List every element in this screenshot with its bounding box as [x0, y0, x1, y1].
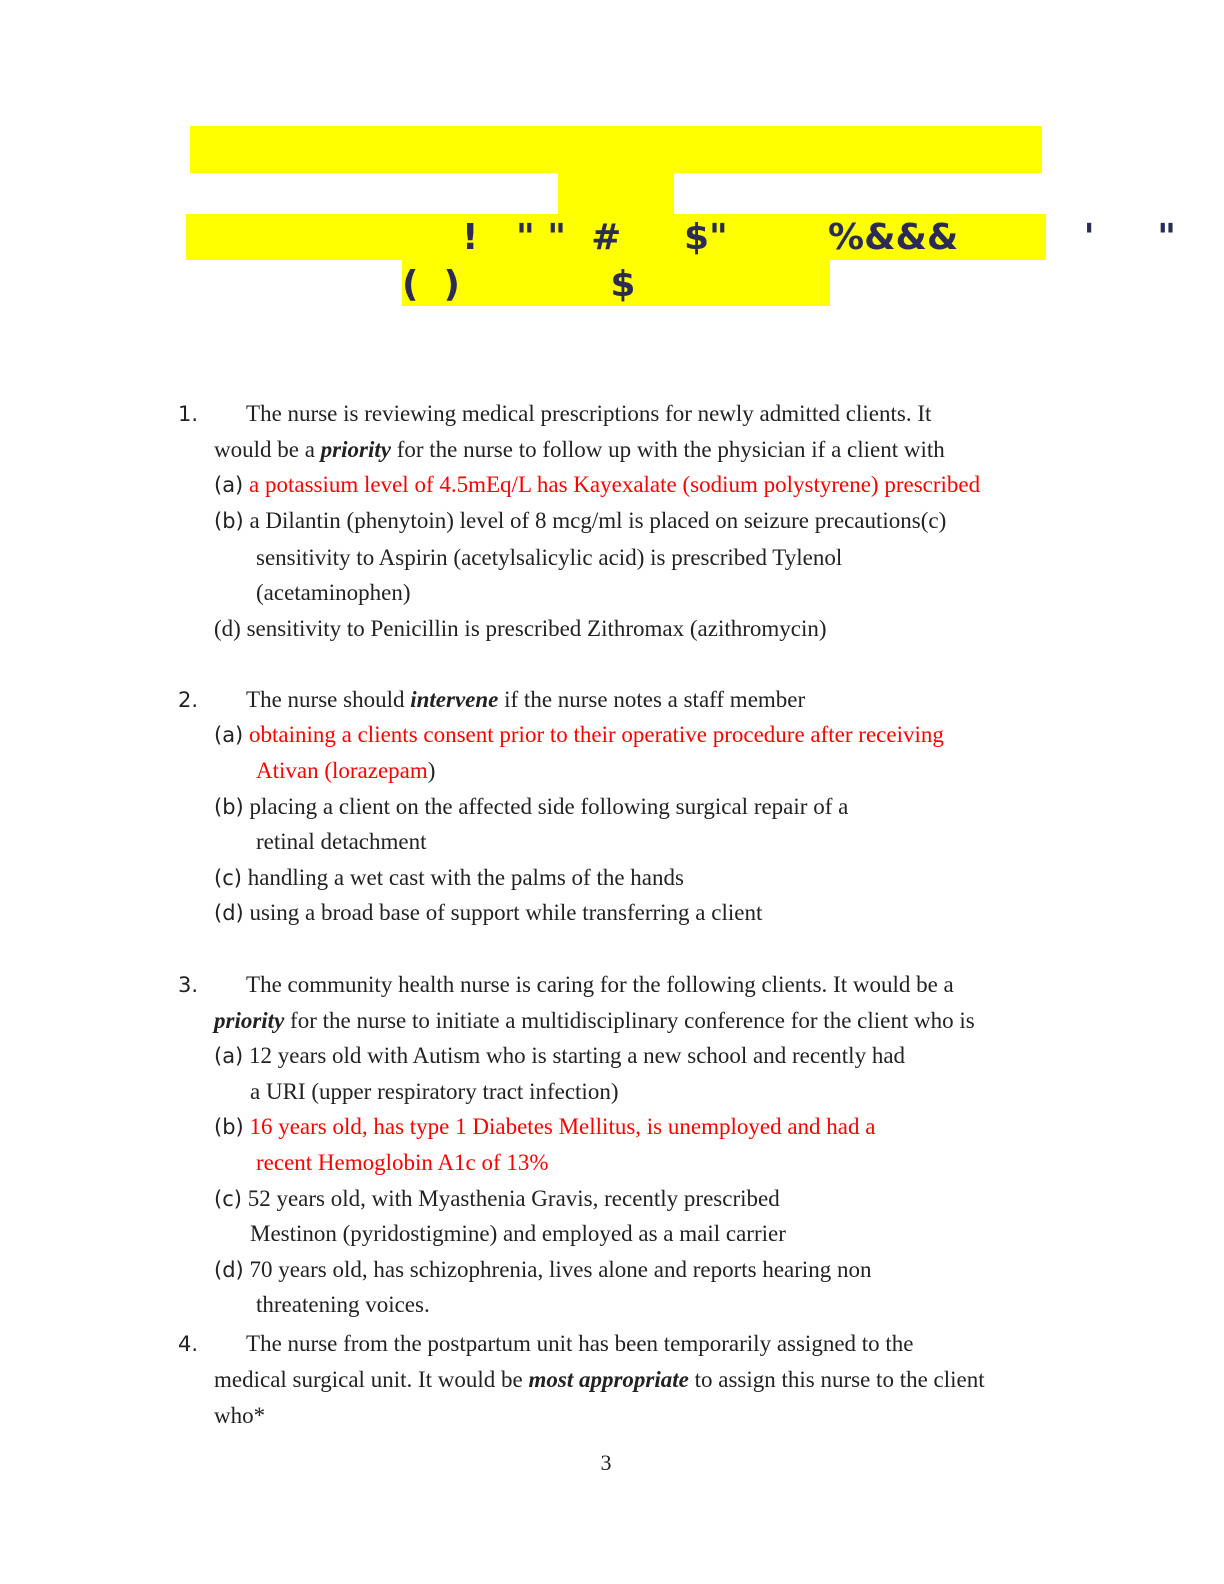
header-highlight-top: [190, 126, 1042, 173]
q3-option-a: [214, 1044, 905, 1067]
q3-option-c-cont: Mestinon (pyridostigmine) and employed as a mail carrier: [250, 1221, 786, 1246]
q4-stem-b-pre: medical surgical unit. It would be: [214, 1367, 529, 1392]
q3-option-b-cont: recent Hemoglobin A1c of 13%: [256, 1150, 549, 1175]
q1-option-b-cont-1: sensitivity to Aspirin (acetylsalicylic acid) is prescribed Tylenol: [256, 545, 843, 570]
q2-option-a: [214, 723, 944, 746]
q2-option-a-text: obtaining a clients consent prior to their operative procedure after receiving: [249, 722, 944, 747]
q1-stem-line-2: [214, 438, 945, 461]
q3-option-d-cont: threatening voices.: [256, 1292, 430, 1317]
q3-option-c-marker: (c): [214, 1187, 242, 1211]
q3-stem-b-post: for the nurse to initiate a multidisciplinary conference for the client who is: [284, 1008, 975, 1033]
q1-option-d: (d) sensitivity to Penicillin is prescribed Zithromax (azithromycin): [214, 616, 827, 641]
q2-option-c-marker: (c): [214, 866, 242, 890]
page-number: 3: [600, 1450, 612, 1475]
q3-stem-line-2: [214, 1009, 975, 1032]
header-glyph-row-2: ( ) $: [402, 264, 636, 305]
q2-option-a-cont-red: Ativan (lorazepam: [256, 758, 428, 783]
q3-option-a-cont: a URI (upper respiratory tract infection): [250, 1079, 619, 1104]
header-highlight-stem: [558, 173, 674, 214]
q3-option-a-text: 12 years old with Autism who is starting a new school and recently had: [249, 1043, 906, 1068]
q4-stem-line-3: who*: [214, 1403, 266, 1428]
q2-number: 2.: [178, 688, 199, 712]
q2-option-b-marker: (b): [214, 795, 244, 819]
q4-number: 4.: [178, 1332, 199, 1356]
q4-stem-line-1: [178, 1332, 914, 1355]
q3-stem-line-1: [178, 973, 954, 996]
q2-option-d-marker: (d): [214, 901, 244, 925]
q1-stem-line-1: [178, 402, 931, 425]
q3-option-c-text: 52 years old, with Myasthenia Gravis, recently prescribed: [247, 1186, 780, 1211]
q2-option-a-cont-paren: ): [427, 758, 436, 783]
q2-option-a-cont: [256, 759, 435, 782]
q4-stem-a: The nurse from the postpartum unit has been temporarily assigned to the: [246, 1331, 914, 1356]
q3-option-b-marker: (b): [214, 1115, 244, 1139]
q3-stem-a: The community health nurse is caring for the following clients. It would be a: [246, 972, 954, 997]
q1-option-b: [214, 509, 946, 532]
q3-option-d: [214, 1258, 872, 1281]
q2-option-c: [214, 866, 684, 889]
q4-stem-b-post: to assign this nurse to the client: [688, 1367, 985, 1392]
q3-number: 3.: [178, 973, 199, 997]
q2-option-d-text: using a broad base of support while transferring a client: [249, 900, 763, 925]
q2-stem: [178, 688, 805, 711]
q1-option-b-cont-2: (acetaminophen): [256, 580, 411, 605]
q3-stem-emphasis: priority: [214, 1008, 285, 1033]
q3-option-c: [214, 1187, 780, 1210]
q2-stem-pre: The nurse should: [246, 687, 411, 712]
q3-option-b: [214, 1115, 875, 1138]
q4-stem-line-2: [214, 1368, 985, 1391]
q1-stem-emphasis: priority: [320, 437, 391, 462]
q1-option-a-text: a potassium level of 4.5mEq/L has Kayexalate (sodium polystyrene) prescribed: [249, 472, 981, 497]
q2-option-b-text: placing a client on the affected side following surgical repair of a: [249, 794, 849, 819]
q1-stem-b-post: for the nurse to follow up with the physician if a client with: [390, 437, 945, 462]
q1-stem-a: The nurse is reviewing medical prescriptions for newly admitted clients. It: [246, 401, 932, 426]
q1-option-a-marker: (a): [214, 473, 244, 497]
q1-option-b-text: a Dilantin (phenytoin) level of 8 mcg/ml is placed on seizure precautions(c): [249, 508, 947, 533]
header-glyph-row-1: ! " " # $" %&&& ' ": [462, 217, 1177, 258]
q2-option-a-marker: (a): [214, 723, 244, 747]
q3-option-d-text: 70 years old, has schizophrenia, lives alone and reports hearing non: [249, 1257, 872, 1282]
q2-option-c-text: handling a wet cast with the palms of the hands: [247, 865, 684, 890]
q1-option-a: [214, 473, 980, 496]
q2-stem-post: if the nurse notes a staff member: [498, 687, 806, 712]
q2-option-b: [214, 795, 848, 818]
q1-option-b-marker: (b): [214, 509, 244, 533]
q3-option-a-marker: (a): [214, 1044, 244, 1068]
q1-stem-b-pre: would be a: [214, 437, 321, 462]
q1-number: 1.: [178, 402, 199, 426]
q4-stem-emphasis: most appropriate: [528, 1367, 689, 1392]
q3-option-d-marker: (d): [214, 1258, 244, 1282]
q2-option-b-cont: retinal detachment: [256, 829, 427, 854]
q3-option-b-text: 16 years old, has type 1 Diabetes Mellitus, is unemployed and had a: [249, 1114, 876, 1139]
q2-option-d: [214, 901, 762, 924]
q2-stem-emphasis: intervene: [410, 687, 499, 712]
